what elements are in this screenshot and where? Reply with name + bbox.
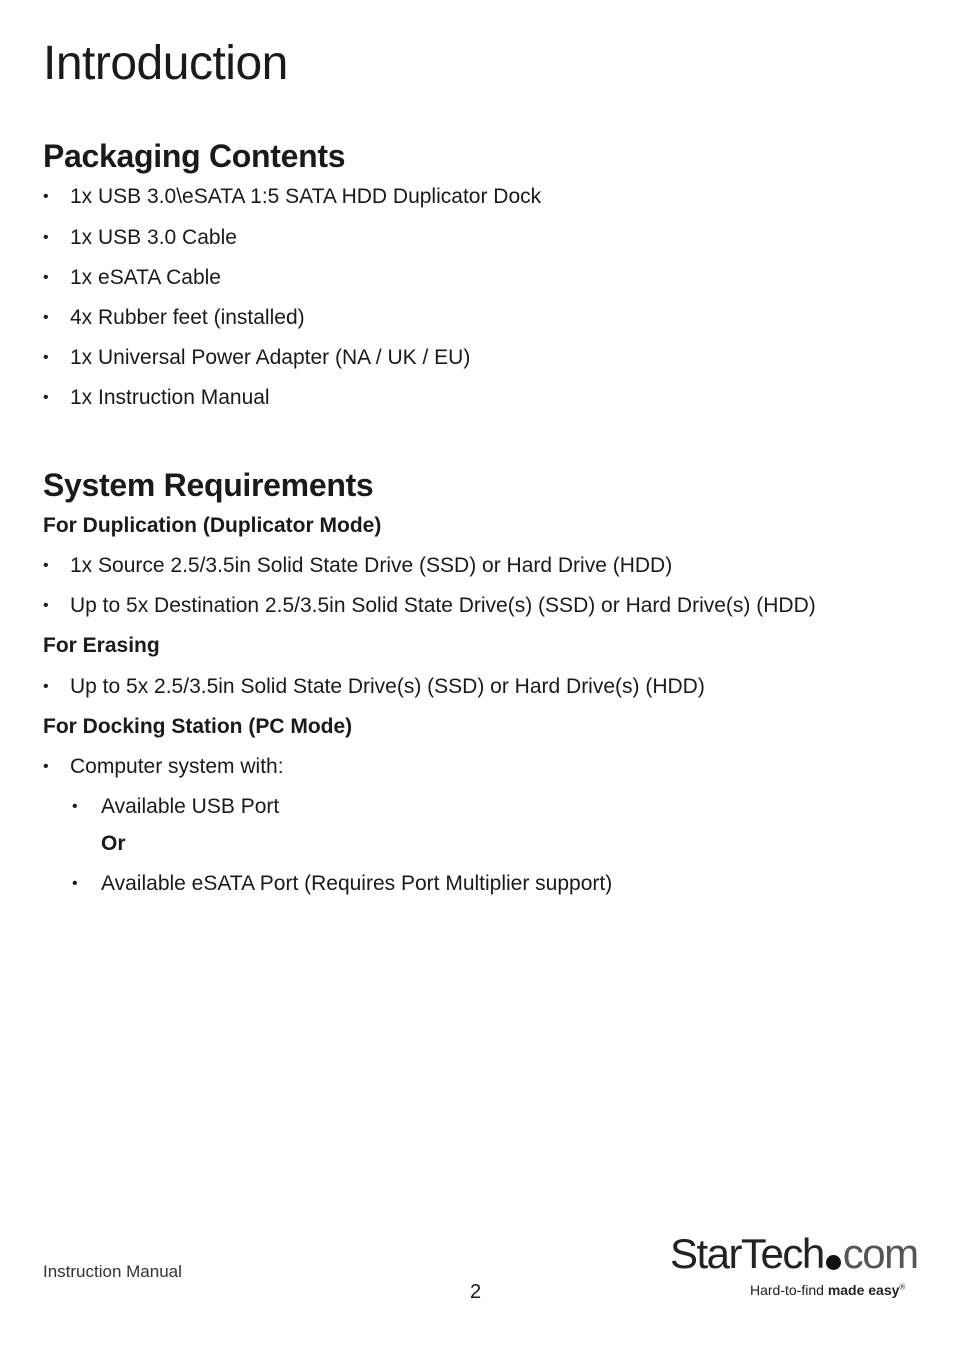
list-item: • Up to 5x Destination 2.5/3.5in Solid State Drive(s) (SSD) or Hard Drive(s) (HDD)	[43, 594, 816, 617]
list-item: • 1x USB 3.0 Cable	[43, 226, 237, 249]
logo-wordmark: StarTech com	[670, 1230, 918, 1277]
list-item: • Up to 5x 2.5/3.5in Solid State Drive(s) (SSD) or Hard Drive(s) (HDD)	[43, 675, 705, 698]
duplication-subheading: For Duplication (Duplicator Mode)	[43, 514, 382, 537]
logo-tagline: Hard-to-find made easy®	[750, 1282, 906, 1298]
list-item: • 1x Instruction Manual	[43, 386, 270, 409]
list-item: • 1x eSATA Cable	[43, 266, 221, 289]
list-item: • Computer system with:	[43, 755, 284, 778]
bullet: •	[43, 349, 49, 366]
footer-manual-label: Instruction Manual	[43, 1262, 182, 1281]
list-item: • 1x Universal Power Adapter (NA / UK / EU)	[43, 346, 471, 369]
bullet: •	[43, 597, 49, 614]
sub-list-item: • Available eSATA Port (Requires Port Multiplier support)	[72, 872, 613, 895]
list-item: • 1x Source 2.5/3.5in Solid State Drive (SSD) or Hard Drive (HDD)	[43, 554, 673, 577]
bullet: •	[72, 875, 78, 892]
packaging-contents-heading: Packaging Contents	[43, 138, 346, 174]
logo-dot-icon	[826, 1255, 841, 1270]
bullet: •	[43, 557, 49, 574]
bullet: •	[72, 798, 78, 815]
erasing-subheading: For Erasing	[43, 634, 160, 657]
startech-logo	[670, 1230, 918, 1302]
bullet: •	[43, 309, 49, 326]
list-item: • 1x USB 3.0\eSATA 1:5 SATA HDD Duplicator Dock	[43, 185, 542, 208]
sub-list-item: • Available USB Port	[72, 795, 280, 818]
system-requirements-heading: System Requirements	[43, 467, 374, 503]
or-label: Or	[101, 832, 126, 855]
docking-subheading: For Docking Station (PC Mode)	[43, 715, 353, 738]
bullet: •	[43, 389, 49, 406]
bullet: •	[43, 678, 49, 695]
page-number: 2	[470, 1281, 482, 1303]
page-title: Introduction	[43, 37, 288, 90]
bullet: •	[43, 758, 49, 775]
bullet: •	[43, 269, 49, 286]
list-item: • 4x Rubber feet (installed)	[43, 306, 305, 329]
bullet: •	[43, 229, 49, 246]
bullet: •	[43, 188, 49, 205]
